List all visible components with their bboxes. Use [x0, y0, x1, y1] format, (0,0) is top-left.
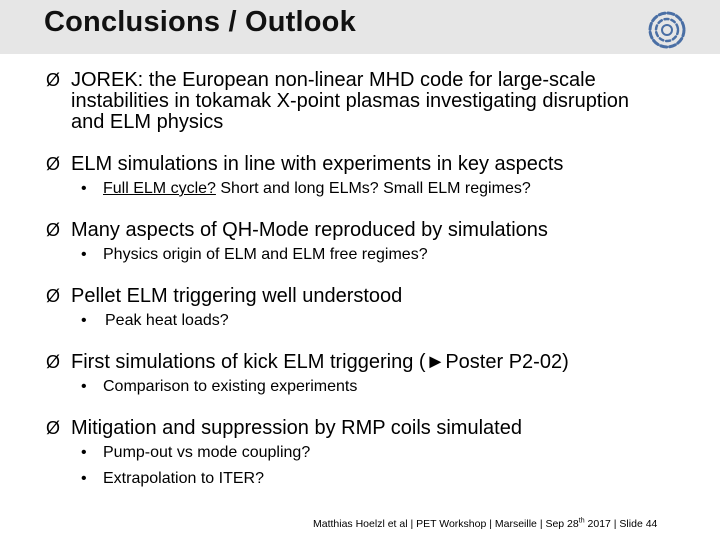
sub-bullet-peak-heat: [81, 312, 229, 330]
footer-text: Matthias Hoelzl et al | PET Workshop | Marseille | Sep 28: [313, 518, 579, 530]
arrow-bullet-icon: Ø: [46, 418, 61, 438]
bullet-text: JOREK: the European non-linear MHD code for large-scale instabilities in tokamak X-point plasmas investigating disruption and ELM physics: [71, 69, 630, 133]
sub-bullet-pump-out: [81, 444, 310, 462]
bullet-jorek: [46, 70, 656, 133]
sub-bullet-rest: Short and long ELMs? Small ELM regimes?: [215, 180, 531, 197]
sub-bullet-text: [81, 180, 531, 198]
dot-bullet-icon: •: [81, 246, 87, 263]
bullet-rmp: [46, 418, 522, 439]
bullet-text: Mitigation and suppression by RMP coils simulated: [71, 417, 522, 439]
sub-bullet-text: Physics origin of ELM and ELM free regimes?: [103, 246, 428, 263]
bullet-text: First simulations of kick ELM triggering (►Poster P2-02): [71, 351, 569, 373]
sub-bullet-physics-origin: [81, 246, 428, 264]
footer-text-end: 2017 | Slide 44: [584, 518, 658, 530]
slide-title: Conclusions / Outlook: [44, 6, 356, 38]
arrow-bullet-icon: Ø: [46, 70, 61, 90]
arrow-bullet-icon: Ø: [46, 286, 61, 306]
slide-footer: [313, 518, 657, 530]
bullet-text: Many aspects of QH-Mode reproduced by simulations: [71, 219, 548, 241]
dot-bullet-icon: •: [81, 378, 87, 395]
dot-bullet-icon: •: [81, 180, 87, 197]
bullet-text: ELM simulations in line with experiments in key aspects: [71, 153, 564, 175]
sub-bullet-elm-cycle: [81, 180, 531, 198]
bullet-pellet: [46, 286, 402, 307]
sub-bullet-text: Comparison to existing experiments: [103, 378, 358, 395]
dot-bullet-icon: •: [81, 312, 87, 329]
bullet-text: Pellet ELM triggering well understood: [71, 285, 403, 307]
arrow-bullet-icon: Ø: [46, 154, 61, 174]
dot-bullet-icon: •: [81, 470, 87, 487]
footer-superscript: th: [578, 517, 585, 525]
arrow-bullet-icon: Ø: [46, 352, 61, 372]
sub-bullet-text: Pump-out vs mode coupling?: [103, 444, 311, 461]
ipp-logo-icon: [645, 8, 689, 52]
bullet-kick-elm: [46, 352, 569, 373]
arrow-bullet-icon: Ø: [46, 220, 61, 240]
sub-bullet-iter: [81, 470, 264, 488]
underlined-text: Full ELM cycle?: [103, 180, 216, 197]
slide-header: [0, 0, 720, 54]
sub-bullet-text: Extrapolation to ITER?: [103, 470, 264, 487]
sub-bullet-comparison: [81, 378, 357, 396]
sub-bullet-text: Peak heat loads?: [105, 312, 229, 329]
bullet-qh-mode: [46, 220, 548, 241]
bullet-elm-simulations: [46, 154, 563, 175]
dot-bullet-icon: •: [81, 444, 87, 461]
